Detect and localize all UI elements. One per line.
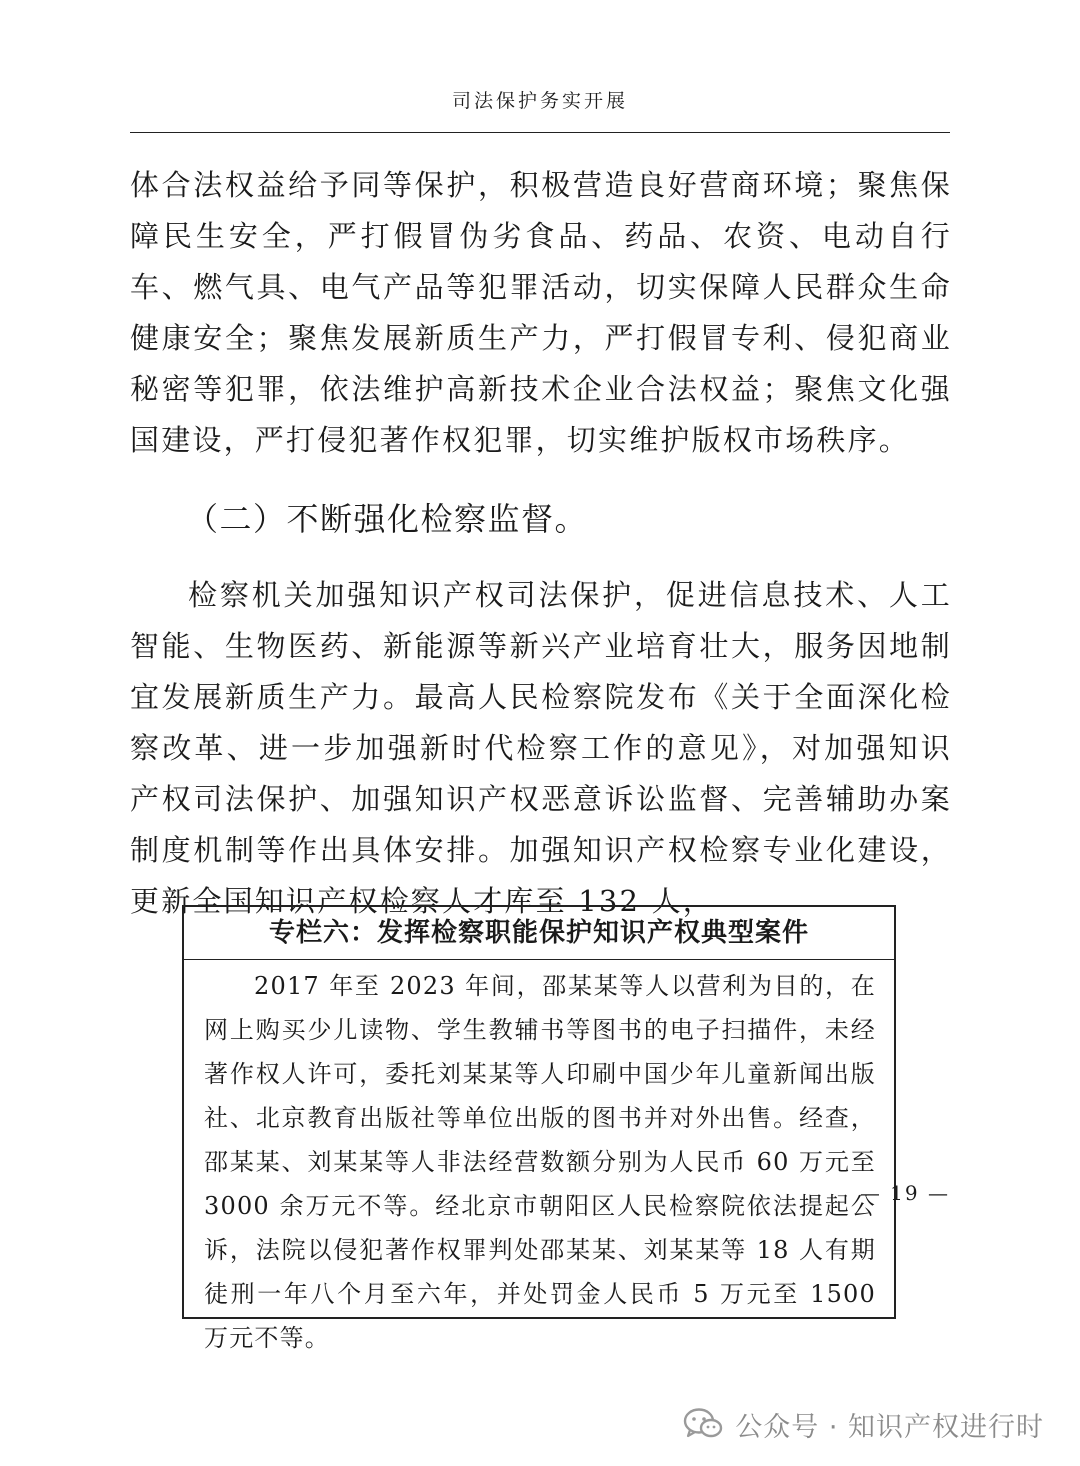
case-box-text: 2017 年至 2023 年间，邵某某等人以营利为目的，在网上购买少儿读物、学生教辅书等图书的电子扫描件，未经著作权人许可，委托刘某某等人印刷中国少年儿童新闻出版社、北京教育出版社等单位出版的图书并对外出售。经查，邵某某、刘某某等人非法经营数额分别为人民币 60 万元至 3000 余万元不等。经北京市朝阳区人民检察院依法提起公诉，法院以侵犯著作权罪判处邵某某、刘某某等 18 人有期徒刑一年八个月至六年，并处罚金人民币 5 万元至 1500 万元不等。 xyxy=(204,972,876,1352)
case-sidebar-box xyxy=(182,905,896,1352)
header-rule xyxy=(130,132,950,133)
running-header: 司法保护务实开展 xyxy=(451,90,628,112)
body-paragraph-1: 体合法权益给予同等保护，积极营造良好营商环境；聚焦保障民生安全，严打假冒伪劣食品、药品、农资、电动自行车、燃气具、电气产品等犯罪活动，切实保障人民群众生命健康安全；聚焦发展新质生产力，严打假冒专利、侵犯商业秘密等犯罪，依法维护高新技术企业合法权益；聚焦文化强国建设，严打侵犯著作权犯罪，切实维护版权市场秩序。 xyxy=(130,168,952,457)
wechat-icon xyxy=(683,1407,723,1441)
page-number: — 19 — xyxy=(859,1181,950,1205)
body-paragraph-2: 检察机关加强知识产权司法保护，促进信息技术、人工智能、生物医药、新能源等新兴产业培育壮大，服务因地制宜发展新质生产力。最高人民检察院发布《关于全面深化检察改革、进一步加强新时代检察工作的意见》，对加强知识产权司法保护、加强知识产权恶意诉讼监督、完善辅助办案制度机制等作出具体安排。加强知识产权检察专业化建设，更新全国知识产权检察人才库至 132 人， xyxy=(130,578,952,918)
account-watermark xyxy=(683,1402,1044,1446)
watermark-text: 公众号 · 知识产权进行时 xyxy=(735,1411,1044,1443)
section-heading: （二）不断强化检察监督。 xyxy=(186,500,589,538)
case-box-title: 专栏六：发挥检察职能保护知识产权典型案件 xyxy=(184,907,894,960)
